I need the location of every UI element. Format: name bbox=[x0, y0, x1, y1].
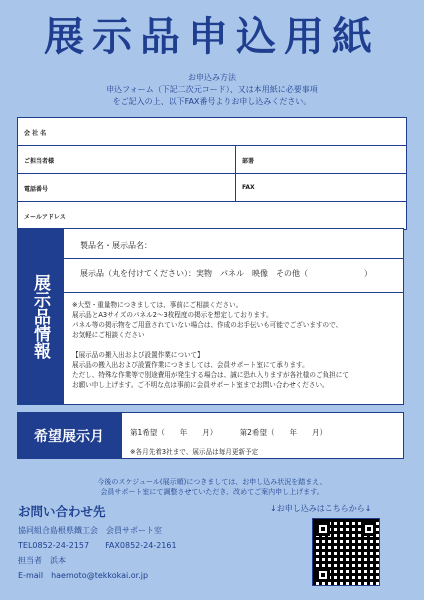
how-to-heading: お申込み方法 bbox=[188, 73, 236, 82]
month-choices bbox=[122, 413, 403, 438]
dept-field[interactable] bbox=[236, 146, 406, 173]
note-line: ただし、特殊な作業等で別途費用が発生する場合は、誠に恐れ入りますが各社様のご負担にて bbox=[72, 371, 349, 379]
note-line: 展示品とA3サイズのパネル2～3枚程度の掲示を想定しております。 bbox=[72, 311, 273, 319]
email-field-label: メールアドレス bbox=[24, 214, 66, 221]
how-to-line-1: 申込フォーム（下記二次元コード）、又は本用紙に必要事項 bbox=[106, 85, 318, 94]
phone-row bbox=[18, 174, 406, 202]
note-line: ※大型・重量物につきましては、事前にご相談ください。 bbox=[72, 301, 243, 309]
contact-tel-fax: TEL0852-24-2157 FAX0852-24-2161 bbox=[18, 541, 177, 550]
phone-field[interactable] bbox=[18, 174, 236, 201]
note-gap bbox=[72, 340, 395, 350]
exhibit-label-text: 展示品情報 bbox=[30, 274, 50, 359]
month-section-label: 希望展示月 bbox=[17, 412, 121, 459]
exhibit-type-field[interactable] bbox=[64, 259, 403, 293]
schedule-note bbox=[0, 477, 424, 497]
qr-finder-icon bbox=[316, 568, 330, 582]
contact-person: 担当者 浜本 bbox=[18, 556, 66, 565]
note-line: パネル等の掲示物をご用意されていない場合は、作成のお手伝いも可能でございますので、 bbox=[72, 321, 343, 329]
qr-code[interactable] bbox=[312, 518, 380, 586]
phone-field-label: 電話番号 bbox=[24, 186, 49, 193]
applicant-form bbox=[17, 117, 407, 230]
email-row[interactable] bbox=[18, 202, 406, 229]
how-to-line-2: をご記入の上、以下FAX番号よりお申し込みください。 bbox=[112, 97, 312, 106]
month-note: ※各月先着3社まで、展示品は毎月更新予定 bbox=[130, 448, 259, 456]
note-line: 【展示品の搬入出および設置作業について】 bbox=[72, 351, 204, 359]
contact-heading: お問い合わせ先 bbox=[18, 504, 106, 519]
exhibit-notes bbox=[64, 293, 403, 390]
company-row[interactable] bbox=[18, 118, 406, 146]
month-box bbox=[121, 412, 404, 459]
fax-field-label: FAX bbox=[242, 184, 255, 191]
schedule-line-2: 会員サポート室にて調整させていただき、改めてご案内申し上げます。 bbox=[100, 488, 324, 496]
qr-finder-icon bbox=[362, 522, 376, 536]
contact-info bbox=[18, 523, 177, 583]
person-row bbox=[18, 146, 406, 174]
apply-here-label: ↓お申し込みはこちらから↓ bbox=[270, 504, 372, 513]
page-title: 展示品申込用紙 bbox=[44, 14, 380, 60]
product-name-label: 製品名・展示品名： bbox=[80, 241, 152, 250]
exhibit-info-box bbox=[63, 228, 404, 405]
first-choice-field[interactable]: 第1希望（ 年 月） bbox=[130, 428, 218, 437]
exhibit-type-label: 展示品（丸を付けてください）：実物 パネル 映像 その他（ ） bbox=[80, 269, 372, 278]
note-line: 展示品の搬入出および設置作業につきましては、会員サポート室にて承ります。 bbox=[72, 361, 309, 369]
company-field-label: 会 社 名 bbox=[24, 130, 47, 137]
note-line: お気軽にご相談ください bbox=[72, 331, 145, 339]
fax-field[interactable] bbox=[236, 174, 406, 201]
qr-finder-icon bbox=[316, 522, 330, 536]
exhibit-section-label bbox=[17, 228, 63, 405]
person-field[interactable] bbox=[18, 146, 236, 173]
schedule-line-1: 今後のスケジュール(展示順)につきましては、お申し込み状況を踏まえ、 bbox=[97, 478, 327, 486]
note-line: お願い申し上げます。ご不明な点は事前に会員サポート室までお問い合わせください。 bbox=[72, 381, 329, 389]
second-choice-field[interactable]: 第2希望（ 年 月） bbox=[239, 428, 327, 437]
contact-email[interactable]: E-mail haemoto@tekkokai.or.jp bbox=[18, 571, 149, 580]
product-name-field[interactable] bbox=[64, 229, 403, 259]
person-field-label: ご担当者様 bbox=[24, 158, 55, 165]
contact-org: 協同組合島根県鐵工会 会員サポート室 bbox=[18, 526, 162, 535]
dept-field-label: 部署 bbox=[242, 158, 255, 165]
how-to-apply bbox=[0, 72, 424, 108]
